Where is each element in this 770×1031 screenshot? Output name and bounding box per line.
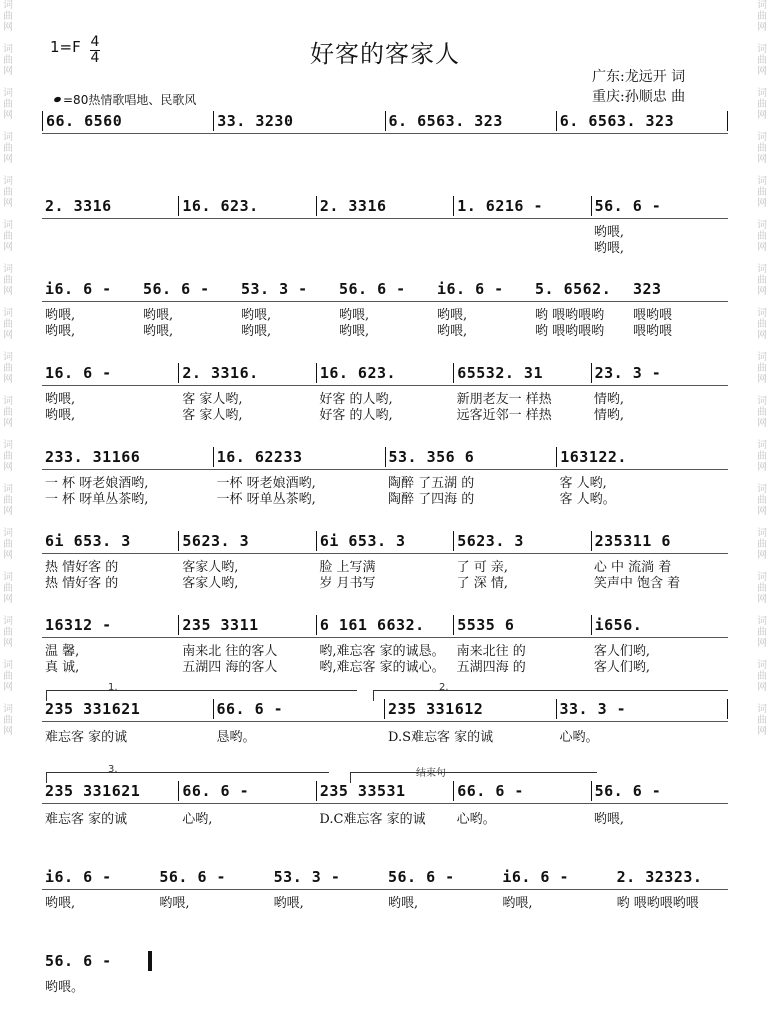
- lyric: 客 人哟,: [559, 476, 607, 491]
- measure: 2. 32323.: [616, 868, 703, 886]
- lyric: 情哟,: [593, 408, 624, 423]
- measure: i656.: [594, 616, 643, 634]
- lyric: [179, 240, 316, 257]
- lyric: 陶醉 了五湖 的: [388, 476, 475, 491]
- volta-label-2: 2.: [439, 682, 449, 693]
- lyric: 哟 喂哟喂哟: [535, 324, 605, 339]
- measure: 66. 6 -: [457, 782, 524, 800]
- lyric: 心哟。: [559, 730, 599, 745]
- lyric: 远客近邻一 样热: [456, 408, 552, 423]
- lyrics-verse-1: [42, 979, 152, 996]
- measure: 66. 6 -: [182, 782, 250, 800]
- lyrics-verse-1: [42, 307, 728, 324]
- lyric: 五湖四 海的客人: [182, 660, 278, 675]
- lyrics-verse-1: [42, 224, 728, 241]
- lyric: 心 中 流淌 着: [593, 560, 672, 575]
- measure: 235 33531: [319, 782, 406, 800]
- lyric: 哟喂,: [593, 241, 624, 256]
- measure: 66. 6560: [46, 112, 123, 130]
- lyric: 一 杯 呀老娘酒哟,: [45, 476, 149, 491]
- lyrics-verse-2: [42, 659, 728, 676]
- measure: 53. 3 -: [273, 868, 341, 886]
- measure: 323: [633, 280, 662, 298]
- measure: 16312 -: [45, 616, 112, 634]
- measure: 235 331621: [45, 700, 141, 718]
- lyric: 笑声中 饱含 着: [593, 576, 681, 591]
- lyric: 陶醉 了四海 的: [388, 492, 475, 507]
- volta-label-3: 3.: [108, 764, 118, 775]
- lyric: 新朋老友一 样热: [456, 392, 552, 407]
- lyric: 一 杯 呀单丛茶哟,: [45, 492, 149, 507]
- tempo-marking: [54, 91, 196, 108]
- lyric: 哟喂,: [45, 308, 76, 323]
- measure: 2. 3316: [319, 197, 387, 215]
- barline: [727, 111, 728, 131]
- lyric: 恳哟。: [216, 730, 256, 745]
- lyric: [316, 240, 453, 257]
- lyric: 难忘客 家的诚: [45, 730, 128, 745]
- lyric: 难忘客 家的诚: [45, 812, 128, 827]
- quarter-note-icon: [53, 96, 61, 103]
- measure: 1. 6216 -: [457, 197, 543, 215]
- lyrics-verse-1: [42, 559, 728, 576]
- lyric: 南来北往 的: [456, 644, 526, 659]
- underline: [42, 133, 728, 135]
- lyric: 好客 的人哟,: [319, 392, 393, 407]
- measure: 16. 6 -: [45, 364, 112, 382]
- lyrics-verse-1: [42, 475, 728, 492]
- lyric: 哟喂,: [241, 308, 272, 323]
- lyric: 了 可 亲,: [456, 560, 509, 575]
- measure: 6. 6563. 323: [388, 112, 503, 130]
- measure: 235311 6: [594, 532, 671, 550]
- lyric: 哟喂,: [339, 324, 370, 339]
- measure: 65532. 31: [457, 364, 543, 382]
- key-signature: 1=F: [50, 38, 81, 56]
- lyric: 哟喂,: [273, 896, 304, 911]
- underline: [42, 301, 728, 303]
- lyrics-verse-1: [42, 811, 728, 828]
- lyric: 哟喂,: [45, 392, 76, 407]
- coda-label: 结束句: [416, 768, 446, 779]
- measure: 53. 356 6: [388, 448, 475, 466]
- lyric: 哟喂,: [437, 308, 468, 323]
- lyric: 客 家人哟,: [182, 392, 243, 407]
- lyric: 客人们哟,: [593, 644, 650, 659]
- lyric: 客人们哟,: [593, 660, 650, 675]
- page-title: 好客的客家人: [310, 40, 460, 68]
- lyric: 哟喂,: [241, 324, 272, 339]
- lyric: 温 馨,: [45, 644, 80, 659]
- lyric: 哟喂,: [593, 812, 624, 827]
- lyric: [179, 224, 316, 241]
- lyric: 五湖四海 的: [456, 660, 526, 675]
- lyric: 哟喂,: [437, 324, 468, 339]
- measure: 53. 3 -: [241, 280, 308, 298]
- measure: i6. 6 -: [437, 280, 504, 298]
- measure: i6. 6 -: [502, 868, 570, 886]
- measure: 5623. 3: [457, 532, 524, 550]
- lyric: 真 诚,: [45, 660, 80, 675]
- lyric: 脸 上写满: [319, 560, 376, 575]
- underline: [42, 218, 728, 220]
- lyric: 哟喂,: [593, 225, 624, 240]
- lyrics-verse-2: [42, 575, 728, 592]
- barline: [727, 699, 728, 719]
- lyric: 客 人哟。: [559, 492, 616, 507]
- measure: 6i 653. 3: [319, 532, 406, 550]
- lyric: 哟喂。: [45, 980, 85, 995]
- lyrics-verse-2: [42, 240, 728, 257]
- lyric: 哟 喂哟喂哟: [535, 308, 605, 323]
- lyric: D.C难忘客 家的诚: [319, 812, 426, 827]
- lyric: [454, 240, 591, 257]
- score-line-7: [42, 614, 728, 636]
- final-barline-thick: [149, 951, 152, 971]
- lyric: 哟喂,: [339, 308, 370, 323]
- measure: 235 331612: [388, 700, 484, 718]
- lyrics-verse-1: [42, 895, 728, 912]
- measure: 23. 3 -: [594, 364, 662, 382]
- lyric: 哟喂,: [502, 896, 533, 911]
- measure: 33. 3230: [217, 112, 294, 130]
- lyric: 哟喂,: [387, 896, 419, 911]
- score-line-3: [42, 278, 728, 300]
- score-line-5: [42, 446, 728, 468]
- underline: [42, 469, 728, 471]
- measure: 5. 6562.: [535, 280, 612, 298]
- measure: 5535 6: [457, 616, 515, 634]
- lyric: [42, 224, 179, 241]
- lyric: [316, 224, 453, 241]
- measure: 235 331621: [45, 782, 141, 800]
- lyric: 岁 月书写: [319, 576, 376, 591]
- measure: 16. 623.: [319, 364, 397, 382]
- underline: [42, 553, 728, 555]
- lyric: 哟喂,: [45, 324, 76, 339]
- underline: [42, 721, 728, 723]
- lyric: 南来北 往的客人: [182, 644, 278, 659]
- lyric: 哟,难忘客 家的诚恳。: [319, 644, 445, 659]
- measure: 56. 6 -: [339, 280, 406, 298]
- lyric: 热 情好客 的: [45, 576, 119, 591]
- measure: 2. 3316: [45, 197, 112, 215]
- measure: 56. 6 -: [143, 280, 210, 298]
- lyric: 客家人哟,: [182, 560, 239, 575]
- measure: 16. 623.: [182, 197, 259, 215]
- score-line-2: [42, 195, 728, 217]
- lyric: 喂哟喂: [633, 324, 673, 339]
- lyrics-verse-1: [42, 643, 728, 660]
- lyric: 一杯 呀老娘酒哟,: [216, 476, 316, 491]
- lyric: 心哟。: [456, 812, 496, 827]
- volta-label-1: 1.: [108, 682, 118, 693]
- lyric: 好客 的人哟,: [319, 408, 393, 423]
- composer-credit: 重庆:孙顺忠 曲: [592, 89, 686, 105]
- lyric: [42, 240, 179, 257]
- score-line-10: [42, 866, 728, 888]
- measure: 233. 31166: [45, 448, 141, 466]
- lyric: 哟喂,: [143, 324, 174, 339]
- lyric: 客家人哟,: [182, 576, 239, 591]
- time-signature-top: 4: [90, 34, 100, 50]
- score-line-9: [42, 780, 728, 802]
- measure: 2. 3316.: [182, 364, 259, 382]
- underline: [42, 889, 728, 891]
- lyric: 了 深 情,: [456, 576, 509, 591]
- measure: 163122.: [560, 448, 627, 466]
- lyric: 哟喂,: [45, 408, 76, 423]
- lyric: 哟喂,: [143, 308, 174, 323]
- measure: 56. 6 -: [45, 952, 112, 970]
- measure: 6i 653. 3: [45, 532, 131, 550]
- lyric: 热 情好客 的: [45, 560, 119, 575]
- measure: 5623. 3: [182, 532, 250, 550]
- measure: 56. 6 -: [387, 868, 455, 886]
- score-line-1: [42, 110, 728, 132]
- measure: 56. 6 -: [159, 868, 227, 886]
- lyric: D.S难忘客 家的诚: [388, 730, 494, 745]
- measure: 16. 62233: [216, 448, 303, 466]
- lyric: 喂哟喂: [633, 308, 673, 323]
- lyric: 哟,难忘客 家的诚心。: [319, 660, 445, 675]
- measure: 235 3311: [182, 616, 259, 634]
- measure: 6 161 6632.: [319, 616, 425, 634]
- lyric: 情哟,: [593, 392, 624, 407]
- lyrics-verse-2: [42, 323, 728, 340]
- score-line-8: [42, 698, 728, 720]
- lyrics-verse-1: [42, 391, 728, 408]
- lyrics-verse-2: [42, 491, 728, 508]
- watermark-right: 词 曲 网 词 曲 网 词 曲 网 词 曲 网 词 曲 网 词 曲 网 词 曲 网 词 曲 网 词 曲 网 词 曲 网 词 曲 网 词 曲 网 词 曲 网 词 曲 网 词 曲 网 词 曲 网 词 曲 网: [757, 0, 767, 737]
- lyric: 哟喂,: [159, 896, 190, 911]
- score-line-4: [42, 362, 728, 384]
- underline: [42, 385, 728, 387]
- lyric: 心哟,: [182, 812, 213, 827]
- measure: 33. 3 -: [559, 700, 627, 718]
- lyricist-credit: 广东:龙远开 词: [592, 69, 686, 85]
- lyric: 客 家人哟,: [182, 408, 243, 423]
- lyrics-verse-1: [42, 729, 728, 746]
- score-line-6: [42, 530, 728, 552]
- lyric: 哟喂,: [45, 896, 76, 911]
- time-signature-bottom: 4: [90, 50, 100, 66]
- measure: 66. 6 -: [216, 700, 284, 718]
- lyrics-verse-2: [42, 407, 728, 424]
- measure: 56. 6 -: [594, 197, 662, 215]
- measure: 6. 6563. 323: [559, 112, 675, 130]
- lyric: 一杯 呀单丛茶哟,: [216, 492, 316, 507]
- tempo-text: =80热情歌唱地、民歌风: [63, 93, 197, 107]
- underline: [42, 803, 728, 805]
- measure: i6. 6 -: [45, 280, 112, 298]
- lyric: [454, 224, 591, 241]
- underline: [42, 637, 728, 639]
- watermark-left: 词 曲 网 词 曲 网 词 曲 网 词 曲 网 词 曲 网 词 曲 网 词 曲 网 词 曲 网 词 曲 网 词 曲 网 词 曲 网 词 曲 网 词 曲 网 词 曲 网 词 曲 网 词 曲 网 词 曲 网: [3, 0, 13, 737]
- score-line-11: [42, 950, 152, 972]
- measure: i6. 6 -: [45, 868, 112, 886]
- measure: 56. 6 -: [594, 782, 662, 800]
- lyric: 哟 喂哟喂哟喂: [616, 896, 699, 911]
